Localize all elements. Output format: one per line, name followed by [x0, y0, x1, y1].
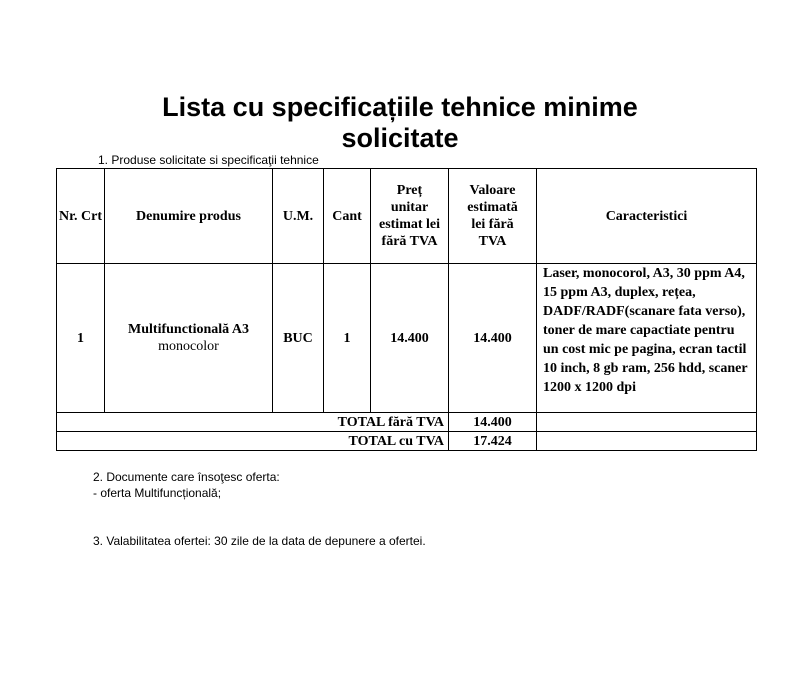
product-name-rest: monocolor: [158, 339, 219, 354]
total-vat-value: 17.424: [449, 432, 537, 451]
total-no-vat-empty: [537, 413, 757, 432]
row-value: 14.400: [449, 264, 537, 413]
total-no-vat-row: [57, 413, 757, 432]
header-nr: Nr. Crt: [57, 169, 105, 264]
section-1-heading: 1. Produse solicitate si specificaţii tehnice: [98, 153, 319, 167]
total-vat-row: [57, 432, 757, 451]
header-um: U.M.: [273, 169, 324, 264]
total-vat-label: TOTAL cu TVA: [57, 432, 449, 451]
title-line-2: solicitate: [341, 123, 459, 153]
table-header-row: [57, 169, 757, 264]
title-line-1: Lista cu specificațiile tehnice minime: [162, 92, 638, 122]
section-2-item: - oferta Multifuncțională;: [93, 486, 222, 500]
total-no-vat-value: 14.400: [449, 413, 537, 432]
section-2-heading: 2. Documente care însoţesc oferta:: [93, 470, 280, 484]
total-no-vat-label: TOTAL fără TVA: [57, 413, 449, 432]
row-nr: 1: [57, 264, 105, 413]
row-um: BUC: [273, 264, 324, 413]
header-unit-price: Preț unitar estimat lei fără TVA: [371, 169, 449, 264]
header-name: Denumire produs: [105, 169, 273, 264]
section-3: 3. Valabilitatea ofertei: 30 zile de la data de depunere a ofertei.: [93, 534, 426, 548]
spec-table: [56, 168, 757, 451]
header-characteristics: Caracteristici: [537, 169, 757, 264]
row-characteristics: Laser, monocorol, A3, 30 ppm A4, 15 ppm A3, duplex, rețea, DADF/RADF(scanare fata verso), toner de mare capactiate pentru un cost mic pe pagina, ecran tactil 10 inch, 8 gb ram, 256 hdd, scaner 1200 x 1200 dpi: [537, 264, 757, 413]
page-title: [0, 92, 800, 154]
table-row: [57, 264, 757, 413]
product-name-bold: Multifunctională A3: [128, 322, 249, 337]
row-qty: 1: [324, 264, 371, 413]
header-value: Valoare estimată lei fără TVA: [449, 169, 537, 264]
section-2: [93, 469, 280, 501]
header-qty: Cant: [324, 169, 371, 264]
row-product-name: [105, 264, 273, 413]
total-vat-empty: [537, 432, 757, 451]
row-unit-price: 14.400: [371, 264, 449, 413]
